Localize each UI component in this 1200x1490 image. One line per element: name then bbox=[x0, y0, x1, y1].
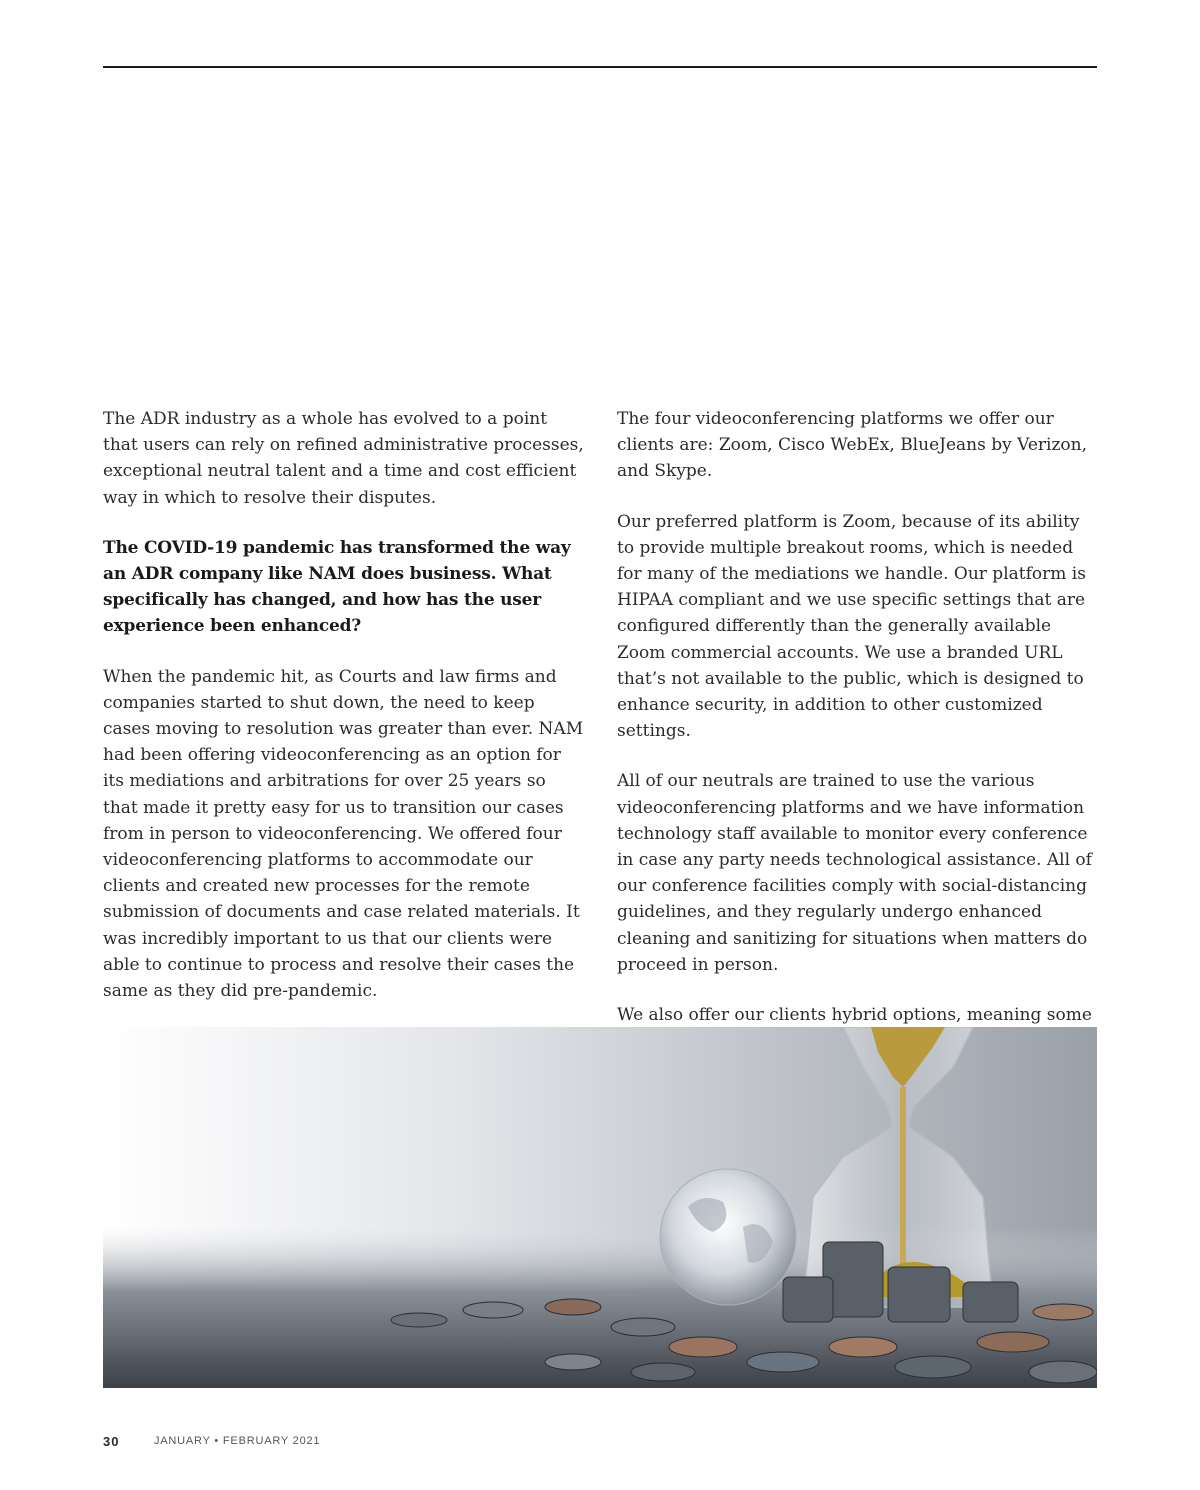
page-number: 30 bbox=[103, 1434, 120, 1449]
issue-date: JANUARY • FEBRUARY 2021 bbox=[154, 1435, 321, 1447]
zoom-paragraph: Our preferred platform is Zoom, because of its ability to provide multiple breakout rooms, which is needed for many of the mediations we handle. Our platform is HIPAA compliant and we use specific settings that are configured differently than the generally available Zoom commercial accounts. We use a branded URL that’s not available to the public, which is designed to enhance security, in addition to other customized settings. bbox=[617, 511, 1086, 742]
hybrid-paragraph: We also offer our clients hybrid options, meaning some bbox=[617, 1005, 1092, 1026]
article-right-column bbox=[617, 406, 1099, 1105]
intro-paragraph: The ADR industry as a whole has evolved to a point that users can rely on refined administrative processes, exceptional neutral talent and a time and cost efficient way in which to resolve their disputes. bbox=[103, 409, 584, 508]
interview-question: The COVID-19 pandemic has transformed the way an ADR company like NAM does business. What specifically has changed, and how has the user experience been enhanced? bbox=[103, 537, 571, 637]
article-left-column bbox=[103, 406, 585, 1028]
neutrals-paragraph: All of our neutrals are trained to use the various videoconferencing platforms and we have information technology staff available to monitor every conference in case any party needs technological assistance. All of our conference facilities comply with social-distancing guidelines, and they regularly undergo enhanced cleaning and sanitizing for situations when matters do proceed in person. bbox=[617, 771, 1092, 975]
page-footer bbox=[103, 1433, 321, 1451]
answer-paragraph: When the pandemic hit, as Courts and law firms and companies started to shut down, the need to keep cases moving to resolution was greater than ever. NAM had been offering videoconferencing as an option for its mediations and arbitrations for over 25 years so that made it pretty easy for us to transition our cases from in person to videoconferencing. We offered four videoconferencing platforms to accommodate our clients and created new processes for the remote submission of documents and case related materials. It was incredibly important to us that our clients were able to continue to process and resolve their cases the same as they did pre-pandemic. bbox=[103, 666, 584, 1002]
platforms-paragraph: The four videoconferencing platforms we offer our clients are: Zoom, Cisco WebEx, BlueJeans by Verizon, and Skype. bbox=[617, 409, 1087, 482]
top-rule bbox=[103, 66, 1097, 68]
globe-hourglass-coins-photo bbox=[103, 1027, 1097, 1388]
